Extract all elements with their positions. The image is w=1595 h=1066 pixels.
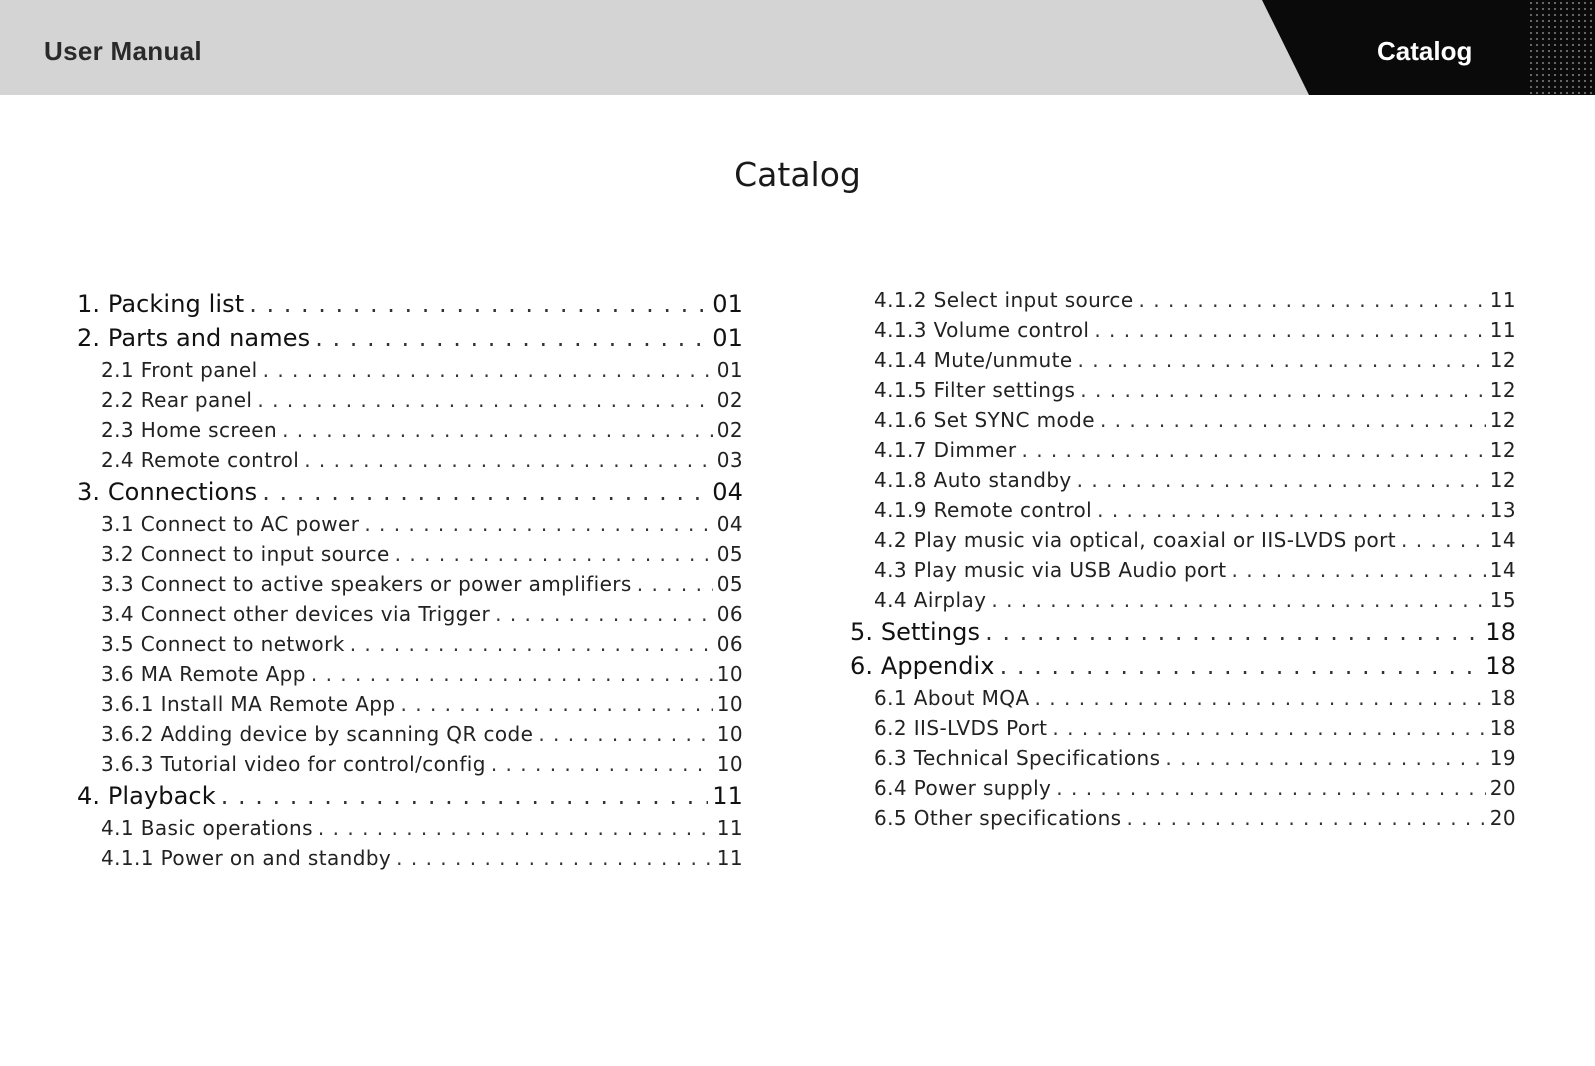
toc-entry[interactable] bbox=[77, 418, 743, 448]
toc-entry[interactable] bbox=[850, 348, 1516, 378]
toc-entry[interactable] bbox=[77, 632, 743, 662]
toc-dot-leader bbox=[221, 782, 709, 810]
toc-entry[interactable] bbox=[850, 746, 1516, 776]
toc-entry-label: 3.6 MA Remote App bbox=[101, 662, 306, 686]
toc-page-number: 10 bbox=[716, 662, 743, 686]
toc-page-number: 18 bbox=[1485, 618, 1516, 646]
toc-entry[interactable] bbox=[850, 618, 1516, 652]
toc-entry[interactable] bbox=[850, 716, 1516, 746]
toc-page-number: 19 bbox=[1489, 746, 1516, 770]
toc-dot-leader bbox=[1080, 378, 1485, 402]
toc-dot-leader bbox=[1126, 806, 1485, 830]
toc-page-number: 10 bbox=[716, 692, 743, 716]
toc-dot-leader bbox=[1035, 686, 1486, 710]
toc-dot-leader bbox=[282, 418, 713, 442]
toc-dot-leader bbox=[1165, 746, 1485, 770]
toc-entry[interactable] bbox=[77, 478, 743, 512]
toc-dot-leader bbox=[991, 588, 1485, 612]
toc-page-number: 06 bbox=[716, 632, 743, 656]
toc-page-number: 18 bbox=[1489, 716, 1516, 740]
toc-page-number: 02 bbox=[716, 388, 743, 412]
toc-entry-label: 6. Appendix bbox=[850, 652, 995, 680]
toc-dot-leader bbox=[311, 662, 713, 686]
toc-page-number: 12 bbox=[1489, 408, 1516, 432]
toc-dot-leader bbox=[304, 448, 713, 472]
toc-entry[interactable] bbox=[850, 806, 1516, 836]
toc-dot-leader bbox=[491, 752, 713, 776]
toc-entry-label: 3.6.1 Install MA Remote App bbox=[101, 692, 396, 716]
toc-entry-label: 4.3 Play music via USB Audio port bbox=[874, 558, 1227, 582]
toc-page-number: 14 bbox=[1489, 558, 1516, 582]
toc-dot-leader bbox=[395, 542, 713, 566]
toc-entry[interactable] bbox=[77, 692, 743, 722]
toc-dot-leader bbox=[364, 512, 712, 536]
toc-dot-leader bbox=[1022, 438, 1486, 462]
toc-entry-label: 4.1.8 Auto standby bbox=[874, 468, 1072, 492]
toc-right-column bbox=[850, 288, 1516, 836]
toc-page-number: 11 bbox=[1489, 318, 1516, 342]
toc-entry[interactable] bbox=[850, 468, 1516, 498]
toc-dot-leader bbox=[396, 846, 713, 870]
toc-entry-label: 3.6.3 Tutorial video for control/config bbox=[101, 752, 486, 776]
toc-page-number: 11 bbox=[716, 816, 743, 840]
toc-entry[interactable] bbox=[77, 602, 743, 632]
page-header bbox=[0, 0, 1595, 95]
toc-dot-leader bbox=[262, 478, 708, 506]
toc-entry-label: 3.2 Connect to input source bbox=[101, 542, 390, 566]
toc-entry[interactable] bbox=[850, 686, 1516, 716]
toc-entry-label: 2.1 Front panel bbox=[101, 358, 258, 382]
toc-page-number: 11 bbox=[712, 782, 743, 810]
page-title: Catalog bbox=[734, 155, 861, 194]
toc-page-number: 20 bbox=[1489, 806, 1516, 830]
toc-dot-leader bbox=[1052, 716, 1485, 740]
toc-entry[interactable] bbox=[77, 662, 743, 692]
toc-entry[interactable] bbox=[77, 290, 743, 324]
toc-page-number: 05 bbox=[716, 572, 743, 596]
toc-dot-leader bbox=[1139, 288, 1486, 312]
toc-dot-leader bbox=[538, 722, 712, 746]
toc-entry[interactable] bbox=[77, 388, 743, 418]
toc-dot-leader bbox=[315, 324, 708, 352]
toc-entry[interactable] bbox=[850, 318, 1516, 348]
toc-page-number: 10 bbox=[716, 752, 743, 776]
toc-entry-label: 6.5 Other specifications bbox=[874, 806, 1122, 830]
toc-entry-label: 3. Connections bbox=[77, 478, 258, 506]
toc-page-number: 12 bbox=[1489, 438, 1516, 462]
toc-entry[interactable] bbox=[850, 528, 1516, 558]
toc-page-number: 01 bbox=[712, 290, 743, 318]
toc-dot-leader bbox=[263, 358, 713, 382]
toc-entry[interactable] bbox=[850, 408, 1516, 438]
toc-page-number: 12 bbox=[1489, 468, 1516, 492]
toc-page-number: 06 bbox=[716, 602, 743, 626]
toc-page-number: 01 bbox=[712, 324, 743, 352]
toc-entry[interactable] bbox=[77, 752, 743, 782]
toc-entry[interactable] bbox=[850, 558, 1516, 588]
toc-entry[interactable] bbox=[77, 358, 743, 388]
toc-entry-label: 6.4 Power supply bbox=[874, 776, 1052, 800]
toc-entry[interactable] bbox=[77, 324, 743, 358]
toc-dot-leader bbox=[318, 816, 713, 840]
toc-dot-leader bbox=[1097, 498, 1486, 522]
toc-dot-leader bbox=[1232, 558, 1486, 582]
toc-dot-leader bbox=[985, 618, 1481, 646]
toc-dot-leader bbox=[257, 388, 712, 412]
toc-entry[interactable] bbox=[77, 782, 743, 816]
toc-page-number: 11 bbox=[1489, 288, 1516, 312]
toc-entry-label: 2. Parts and names bbox=[77, 324, 311, 352]
toc-entry-label: 4.1.7 Dimmer bbox=[874, 438, 1017, 462]
toc-page-number: 15 bbox=[1489, 588, 1516, 612]
toc-dot-leader bbox=[350, 632, 713, 656]
toc-dot-leader bbox=[495, 602, 713, 626]
toc-page-number: 04 bbox=[716, 512, 743, 536]
toc-entry-label: 2.3 Home screen bbox=[101, 418, 278, 442]
toc-page-number: 12 bbox=[1489, 378, 1516, 402]
toc-entry-label: 3.4 Connect other devices via Trigger bbox=[101, 602, 491, 626]
toc-entry-label: 3.5 Connect to network bbox=[101, 632, 345, 656]
toc-entry-label: 4.1.1 Power on and standby bbox=[101, 846, 392, 870]
toc-page-number: 20 bbox=[1489, 776, 1516, 800]
toc-entry[interactable] bbox=[850, 776, 1516, 806]
toc-entry[interactable] bbox=[850, 588, 1516, 618]
toc-page-number: 03 bbox=[716, 448, 743, 472]
toc-entry-label: 5. Settings bbox=[850, 618, 981, 646]
toc-page-number: 10 bbox=[716, 722, 743, 746]
toc-dot-leader bbox=[401, 692, 713, 716]
toc-entry-label: 3.3 Connect to active speakers or power amplifiers bbox=[101, 572, 632, 596]
toc-entry[interactable] bbox=[850, 438, 1516, 468]
toc-entry-label: 2.2 Rear panel bbox=[101, 388, 253, 412]
toc-page-number: 05 bbox=[716, 542, 743, 566]
toc-entry-label: 6.3 Technical Specifications bbox=[874, 746, 1161, 770]
toc-entry[interactable] bbox=[77, 816, 743, 846]
toc-entry-label: 4.2 Play music via optical, coaxial or IIS-LVDS port bbox=[874, 528, 1397, 552]
toc-page-number: 12 bbox=[1489, 348, 1516, 372]
toc-dot-leader bbox=[1000, 652, 1482, 680]
toc-entry-label: 4.1.2 Select input source bbox=[874, 288, 1134, 312]
toc-entry[interactable] bbox=[77, 572, 743, 602]
toc-page-number: 14 bbox=[1489, 528, 1516, 552]
toc-entry-label: 4.1.5 Filter settings bbox=[874, 378, 1076, 402]
toc-entry[interactable] bbox=[77, 542, 743, 572]
toc-entry-label: 6.1 About MQA bbox=[874, 686, 1030, 710]
toc-entry[interactable] bbox=[850, 288, 1516, 318]
toc-entry-label: 2.4 Remote control bbox=[101, 448, 300, 472]
toc-dot-leader bbox=[1401, 528, 1486, 552]
toc-page-number: 11 bbox=[716, 846, 743, 870]
toc-entry-label: 4.4 Airplay bbox=[874, 588, 987, 612]
toc-entry-label: 4.1.9 Remote control bbox=[874, 498, 1093, 522]
toc-page-number: 02 bbox=[716, 418, 743, 442]
toc-entry[interactable] bbox=[850, 652, 1516, 686]
toc-dot-leader bbox=[1077, 468, 1486, 492]
toc-entry[interactable] bbox=[77, 512, 743, 542]
toc-dot-leader bbox=[1056, 776, 1485, 800]
toc-entry-label: 4.1 Basic operations bbox=[101, 816, 313, 840]
toc-dot-leader bbox=[1100, 408, 1486, 432]
toc-dot-leader bbox=[1094, 318, 1485, 342]
toc-entry[interactable] bbox=[850, 498, 1516, 528]
toc-entry-label: 3.1 Connect to AC power bbox=[101, 512, 360, 536]
toc-page-number: 18 bbox=[1485, 652, 1516, 680]
toc-entry-label: 6.2 IIS-LVDS Port bbox=[874, 716, 1048, 740]
toc-entry[interactable] bbox=[77, 722, 743, 752]
toc-entry-label: 4.1.3 Volume control bbox=[874, 318, 1090, 342]
header-title: User Manual bbox=[44, 36, 202, 66]
header-dot-pattern bbox=[1528, 0, 1595, 95]
toc-left-column bbox=[77, 290, 743, 876]
toc-entry[interactable] bbox=[77, 846, 743, 876]
header-section-label: Catalog bbox=[1377, 36, 1473, 66]
toc-entry-label: 1. Packing list bbox=[77, 290, 245, 318]
toc-dot-leader bbox=[637, 572, 713, 596]
toc-entry-label: 3.6.2 Adding device by scanning QR code bbox=[101, 722, 534, 746]
toc-entry-label: 4.1.4 Mute/unmute bbox=[874, 348, 1073, 372]
toc-page-number: 13 bbox=[1489, 498, 1516, 522]
toc-entry[interactable] bbox=[77, 448, 743, 478]
toc-entry-label: 4.1.6 Set SYNC mode bbox=[874, 408, 1095, 432]
toc-dot-leader bbox=[1078, 348, 1486, 372]
toc-page-number: 04 bbox=[712, 478, 743, 506]
toc-entry[interactable] bbox=[850, 378, 1516, 408]
toc-entry-label: 4. Playback bbox=[77, 782, 216, 810]
toc-page-number: 01 bbox=[716, 358, 743, 382]
toc-page-number: 18 bbox=[1489, 686, 1516, 710]
toc-dot-leader bbox=[249, 290, 708, 318]
